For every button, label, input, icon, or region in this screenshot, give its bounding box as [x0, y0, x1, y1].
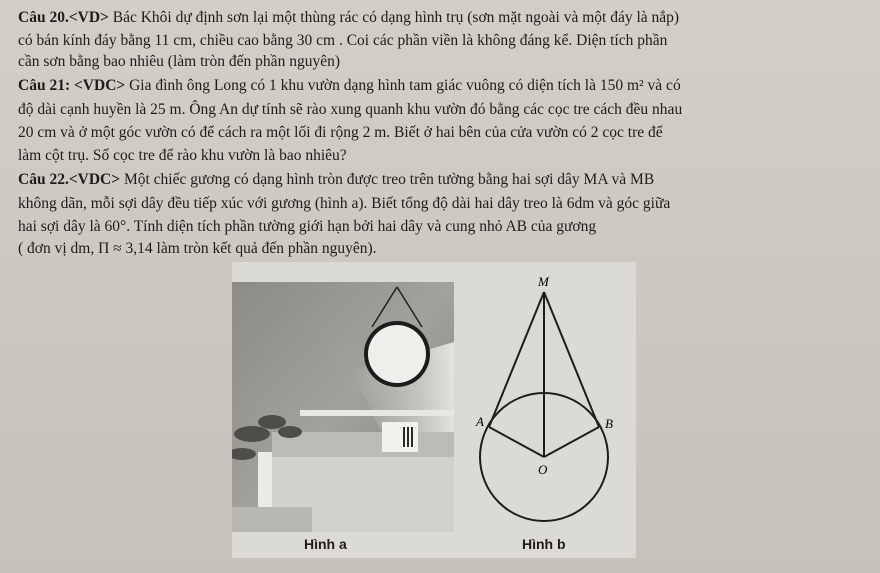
- q21-line-3: 20 cm và ở một góc vườn có để cách ra một lối đi rộng 2 m. Biết ở hai bên của cửa vườn có 2 cọc tre để: [18, 124, 663, 141]
- q22-line-1: Câu 22.<VDC> Một chiếc gương có dạng hình tròn được treo trên tường bằng hai sợi dây MA và MB: [18, 171, 655, 188]
- radius-oa: [489, 427, 544, 457]
- figure-b-diagram: [472, 262, 636, 532]
- q22-line-3: hai sợi dây là 60°. Tính diện tích phần tường giới hạn bởi hai dây và cung nhỏ AB của gương: [18, 218, 597, 235]
- figure-a-illustration: [232, 282, 454, 532]
- label-m: M: [538, 274, 549, 289]
- string-mb: [544, 292, 599, 427]
- q20-line-3: cần sơn bằng bao nhiêu (làm tròn đến phần nguyên): [18, 53, 340, 70]
- q21-line-4: làm cột trụ. Số cọc tre để rào khu vườn là bao nhiêu?: [18, 147, 347, 164]
- label-a: A: [476, 414, 484, 429]
- q21-line-2: độ dài cạnh huyền là 25 m. Ông An dự tính sẽ rào xung quanh khu vườn đó bằng các cọc tre cách đều nhau: [18, 101, 683, 118]
- q21-line-1: Câu 21: <VDC> Gia đình ông Long có 1 khu vườn dạng hình tam giác vuông có diện tích là 150 m² và có: [18, 77, 681, 94]
- q20-line-2: có bán kính đáy bằng 11 cm, chiều cao bằng 30 cm . Coi các phần viền là không đáng kể. Diện tích phần: [18, 32, 668, 49]
- radius-ob: [544, 427, 599, 457]
- caption-a: Hình a: [304, 536, 347, 552]
- q20-label: Câu 20.<VD>: [18, 9, 109, 26]
- q22-label: Câu 22.<VDC>: [18, 171, 121, 188]
- label-b: B: [605, 416, 613, 431]
- q21-label: Câu 21: <VDC>: [18, 77, 126, 94]
- string-ma: [489, 292, 544, 427]
- label-o: O: [538, 462, 548, 477]
- q20-line-1: Câu 20.<VD> Bác Khôi dự định sơn lại một thùng rác có dạng hình trụ (sơn mặt ngoài và một đáy là nắp): [18, 9, 680, 26]
- q22-line-4: ( đơn vị dm, Π ≈ 3,14 làm tròn kết quả đến phần nguyên).: [18, 240, 377, 257]
- figure-area: [232, 262, 636, 558]
- q22-line-2: không dãn, mỗi sợi dây đều tiếp xúc với gương (hình a). Biết tổng độ dài hai dây treo là 6dm và góc giữa: [18, 195, 671, 212]
- caption-b: Hình b: [522, 536, 566, 552]
